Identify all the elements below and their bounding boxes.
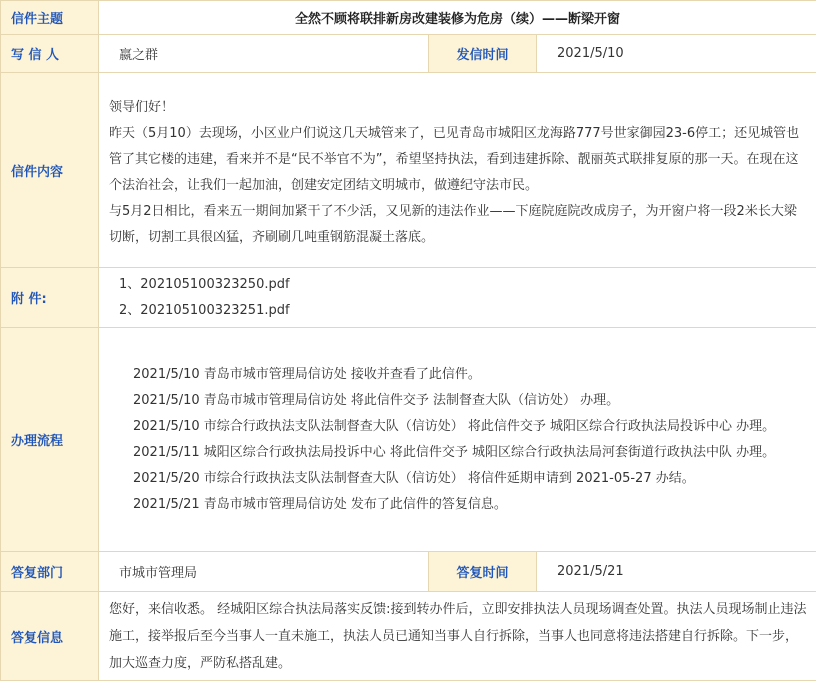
process-step: 2021/5/11 城阳区综合行政执法局投诉中心 将此信件交予 城阳区综合行政执法局河套街道行政执法中队 办理。 xyxy=(133,444,776,460)
reply-dept-row xyxy=(1,552,816,592)
attachments-row xyxy=(1,268,816,328)
reply-info-label: 答复信息 xyxy=(1,592,99,681)
content-paragraph: 领导们好！ xyxy=(109,100,175,115)
content-label: 信件内容 xyxy=(1,73,99,268)
send-time-value: 2021/5/10 xyxy=(537,35,816,73)
reply-info-text: 您好，来信收悉。 经城阳区综合执法局落实反馈:接到转办件后，立即安排执法人员现场调查处置。执法人员现场制止违法施工，接举报后至今当事人一直未施工，执法人员已通知当事人自行拆除，当事人也同意将违法搭建自行拆除。下一步，加大巡查力度，严防私搭乱建。 xyxy=(99,592,816,681)
process-row xyxy=(1,328,816,552)
process-label: 办理流程 xyxy=(1,328,99,552)
writer-label: 写 信 人 xyxy=(1,35,99,73)
send-time-label: 发信时间 xyxy=(429,35,537,73)
process-step: 2021/5/20 市综合行政执法支队法制督查大队（信访处） 将信件延期申请到 2021-05-27 办结。 xyxy=(133,470,695,486)
attachments-list xyxy=(99,268,816,328)
reply-dept-label: 答复部门 xyxy=(1,552,99,592)
reply-info-row xyxy=(1,592,816,681)
subject-row xyxy=(1,1,816,35)
content-paragraph: 与5月2日相比，看来五一期间加紧干了不少活，又见新的违法作业——下庭院庭院改成房子，为开窗户将一段2米长大梁切断，切割工具很凶猛，齐刷刷几吨重钢筋混凝土落底。 xyxy=(109,204,797,245)
writer-row xyxy=(1,35,816,73)
reply-time-value: 2021/5/21 xyxy=(537,552,816,592)
reply-dept-value: 市城市管理局 xyxy=(99,552,429,592)
content-row xyxy=(1,73,816,268)
process-step: 2021/5/10 青岛市城市管理局信访处 将此信件交予 法制督查大队（信访处） 办理。 xyxy=(133,392,620,408)
attachment-link[interactable]: 1、202105100323250.pdf xyxy=(119,276,290,292)
subject-label: 信件主题 xyxy=(1,1,99,35)
reply-time-label: 答复时间 xyxy=(429,552,537,592)
attachment-link[interactable]: 2、202105100323251.pdf xyxy=(119,302,290,318)
letter-subject: 全然不顾将联排新房改建装修为危房（续）——断梁开窗 xyxy=(99,1,816,35)
process-step: 2021/5/10 市综合行政执法支队法制督查大队（信访处） 将此信件交予 城阳区综合行政执法局投诉中心 办理。 xyxy=(133,418,776,434)
letter-content xyxy=(99,73,816,268)
attachments-label: 附 件: xyxy=(1,268,99,328)
content-paragraph: 昨天（5月10）去现场，小区业户们说这几天城管来了，已见青岛市城阳区龙海路777号世家御园23-6停工；还见城管也管了其它楼的违建，看来并不是“民不举官不为”，希望坚持执法，看到违建拆除、靓丽英式联排复原的那一天。在现在这个法治社会，让我们一起加油，创建安定团结文明城市，做遵纪守法市民。 xyxy=(109,126,800,193)
process-step: 2021/5/21 青岛市城市管理局信访处 发布了此信件的答复信息。 xyxy=(133,496,507,512)
process-step: 2021/5/10 青岛市城市管理局信访处 接收并查看了此信件。 xyxy=(133,366,481,382)
writer-name: 嬴之群 xyxy=(99,35,429,73)
process-steps xyxy=(99,328,816,552)
